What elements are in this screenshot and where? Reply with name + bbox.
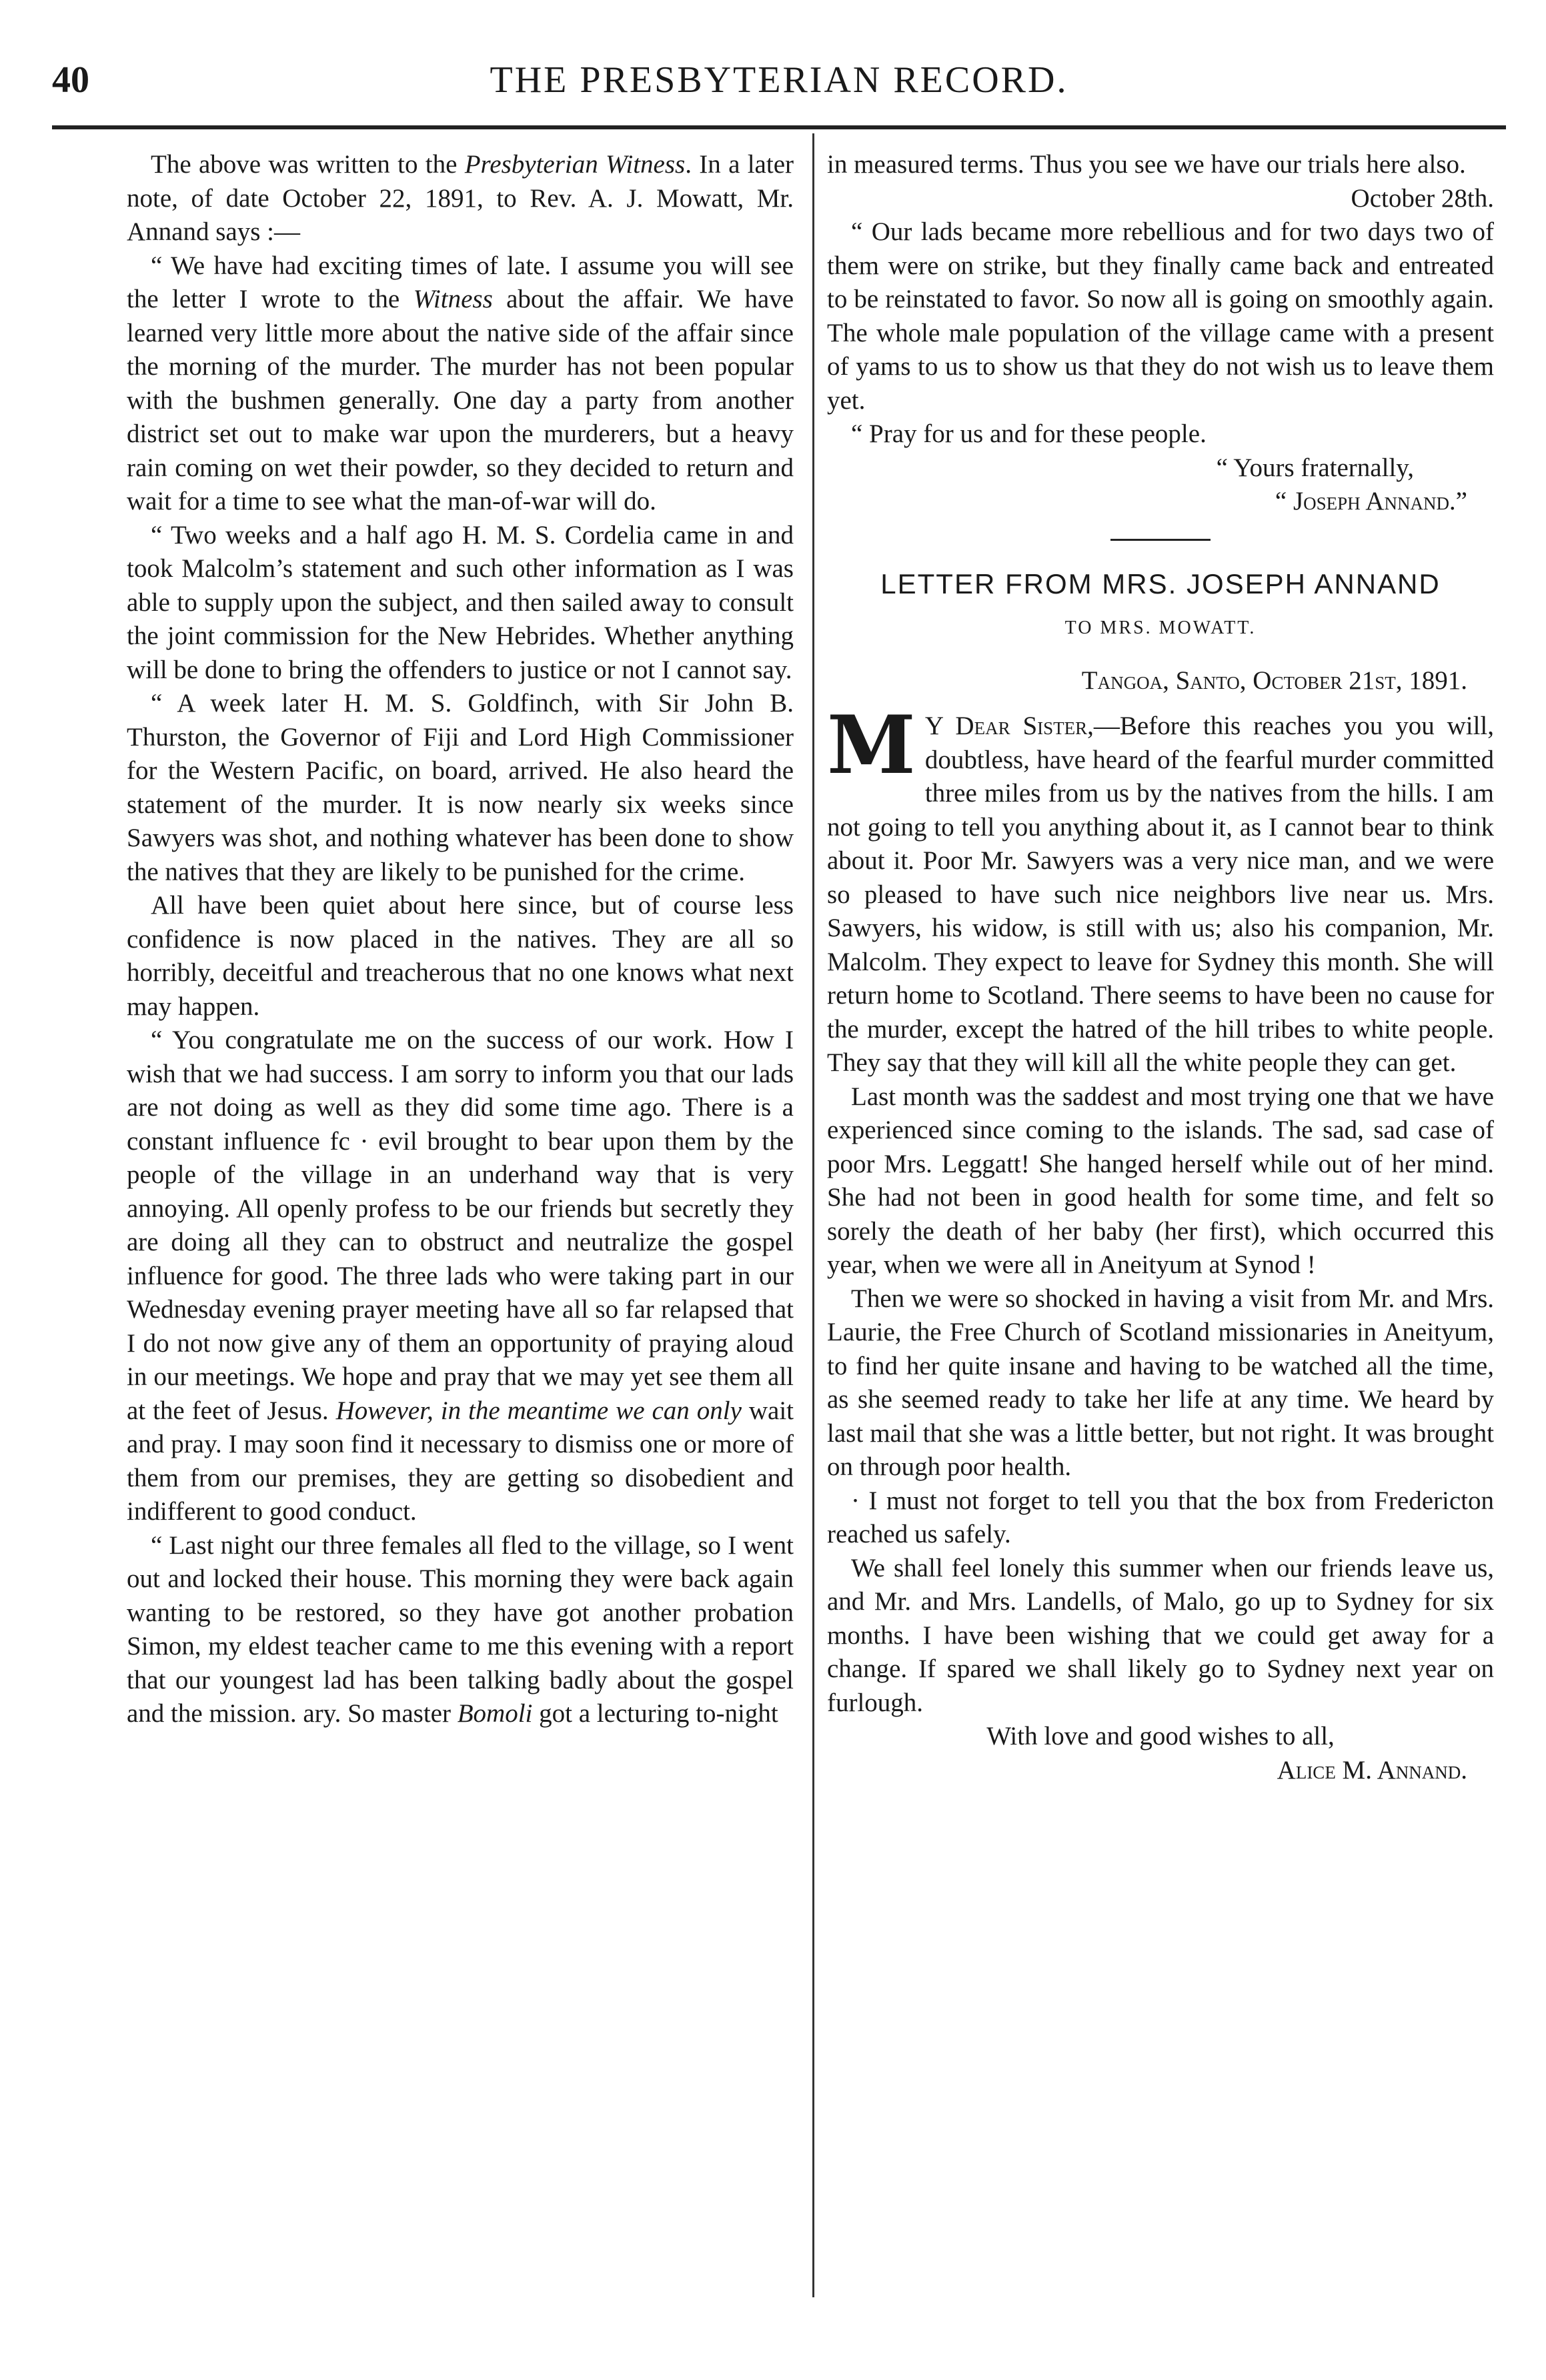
page-number: 40 [52, 59, 89, 101]
drop-cap: M [827, 698, 916, 792]
paragraph: in measured terms. Thus you see we have our trials here also. [827, 150, 1466, 179]
letter-dateline: Tangoa, Santo, October 21st, 1891. [1081, 666, 1467, 695]
letter-closing: With love and good wishes to all, [986, 1722, 1335, 1750]
page-header [52, 40, 1506, 113]
paragraph: Then we were so shocked in having a visit from Mr. and Mrs. Laurie, the Free Church of Scotland missionaries in Aneityum, to find her quite insane and having to be watched all the time, as she seemed ready to take her life at any time. We heard by last mail that she was a little better, but not right. It was brought on through poor health. [827, 1284, 1494, 1481]
text-run: “ We have had exciting times of late. I assume you will see the letter I wrote to the [127, 251, 794, 313]
text-run: about the affair. We have learned very little more about the native side of the affair since the morning of the murder. The murder has not been popular with the bushmen generally. One day a party from another district set out to make war upon the murderers, but a heavy rain coming on wet their powder, so they decided to return and wait for a time to see what the man-of-war will do. [127, 285, 794, 515]
text-run: “ You congratulate me on the success of our work. How I wish that we had success. I am sorry to inform you that our lads are not doing as well as they did some time ago. There is a constant influence fc · evil brought to bear upon them by the people of the village in an underhand way that is very annoying. All openly profess to be our friends but secretly they are doing all they can to obstruct and neutralize the gospel influence for good. The three lads who were taking part in our Wednesday evening prayer meeting have all so far relapsed that I do not now give any of them an opportunity of praying aloud in our meetings. We hope and pray that we may yet see them all at the feet of Jesus. [127, 1026, 794, 1425]
paragraph: “ A week later H. M. S. Goldfinch, with Sir John B. Thurston, the Governor of Fiji and Lord High Commissioner for the Western Pacific, on board, arrived. He also heard the statement of the murder. It is now nearly six weeks since Sawyers was shot, and nothing whatever has been done to show the natives that they are likely to be punished for the crime. [127, 689, 794, 886]
paragraph [827, 698, 1495, 1080]
text-run: The above was written to the [151, 150, 465, 179]
text-run: . In a later note, of date October 22, 1891, to Rev. A. J. Mowatt, Mr. Annand says :— [127, 150, 794, 246]
article-heading: LETTER FROM MRS. JOSEPH ANNAND [880, 567, 1441, 600]
column-divider [812, 133, 814, 2297]
date-line: October 28th. [1351, 183, 1494, 213]
text-run: wait and pray. I may soon find it necessary to dismiss one or more of them from our premises, they are getting so disobedient and indifferent to good conduct. [127, 1396, 794, 1526]
text-run: got a lecturing to-night [532, 1699, 778, 1728]
text-run: —Before this reaches you you will, doubtless, have heard of the fearful murder committed three miles from us by the natives from the hills. I am not going to tell you anything about it, as I cannot bear to think about it. Poor Mr. Sawyers was a very nice man, and we were so pleased to have such nice neighbors live near us. Mrs. Sawyers, his widow, is still with us; also his companion, Mr. Malcolm. They expect to leave for Sydney this month. She will return home to Scotland. There seems to have been no cause for the murder, except the hatred of the hill tribes to white people. They say that they will kill all the white people they can get. [827, 712, 1495, 1077]
salutation: Y Dear Sister, [924, 712, 1094, 740]
paragraph: “ Our lads became more rebellious and for two days two of them were on strike, but they finally came back and entreated to be reinstated to favor. So now all is going on smoothly again. The whole male population of the village came with a present of yams to us to show us that they do not wish us to leave them yet. [827, 217, 1494, 415]
signature-name: “ Joseph Annand.” [1275, 487, 1467, 515]
paragraph: Last month was the saddest and most trying one that we have experienced since coming to the islands. The sad, sad case of poor Mrs. Leggatt! She hanged herself while out of her mind. She had not been in good health for some time, and felt so sorely the death of her baby (her first), which occurred this year, when we were all in Aneityum at Synod ! [827, 1082, 1494, 1279]
italic-text: However, in the meantime we can only [335, 1396, 742, 1425]
left-column [127, 148, 794, 1731]
paragraph: “ Pray for us and for these people. [851, 419, 1207, 448]
paragraph [127, 1529, 794, 1731]
paragraph: · I must not forget to tell you that the box from Fredericton reached us safely. [827, 1486, 1494, 1548]
running-title: THE PRESBYTERIAN RECORD. [490, 59, 1068, 101]
paragraph: All have been quiet about here since, but of course less confidence is now placed in the natives. They are all so horribly, deceitful and treacherous that no one knows what next may happen. [127, 891, 794, 1021]
section-divider [1110, 539, 1211, 541]
text-run: “ Last night our three females all fled to the village, so I went out and locked their house. This morning they were back again wanting to be restored, so they have got another probation Simon, my eldest teacher came to me this evening with a report that our youngest lad has been talking badly about the gospel and the mission. ary. So master [127, 1530, 794, 1728]
letter-signature: Alice M. Annand. [1277, 1755, 1467, 1784]
paragraph [127, 249, 794, 519]
paragraph [127, 148, 794, 249]
italic-text: Presbyterian Witness [464, 150, 686, 179]
paragraph [127, 1024, 794, 1529]
italic-text: Witness [413, 285, 493, 313]
paragraph: We shall feel lonely this summer when our friends leave us, and Mr. and Mrs. Landells, of Malo, go up to Sydney for six months. I have been wishing that we could get away for a change. If spared we shall likely go to Sydney next year on furlough. [827, 1553, 1494, 1717]
article-subheading: TO MRS. MOWATT. [1064, 618, 1257, 638]
signature-closing: “ Yours fraternally, [1216, 453, 1414, 482]
paragraph: “ Two weeks and a half ago H. M. S. Cordelia came in and took Malcolm’s statement and such other information as I was able to supply upon the subject, and then sailed away to consult the joint commission for the New Hebrides. Whether anything will be done to bring the offenders to justice or not I cannot say. [127, 520, 794, 684]
italic-text: Bomoli [457, 1699, 533, 1728]
right-column [827, 148, 1494, 1787]
header-rule [52, 125, 1506, 129]
